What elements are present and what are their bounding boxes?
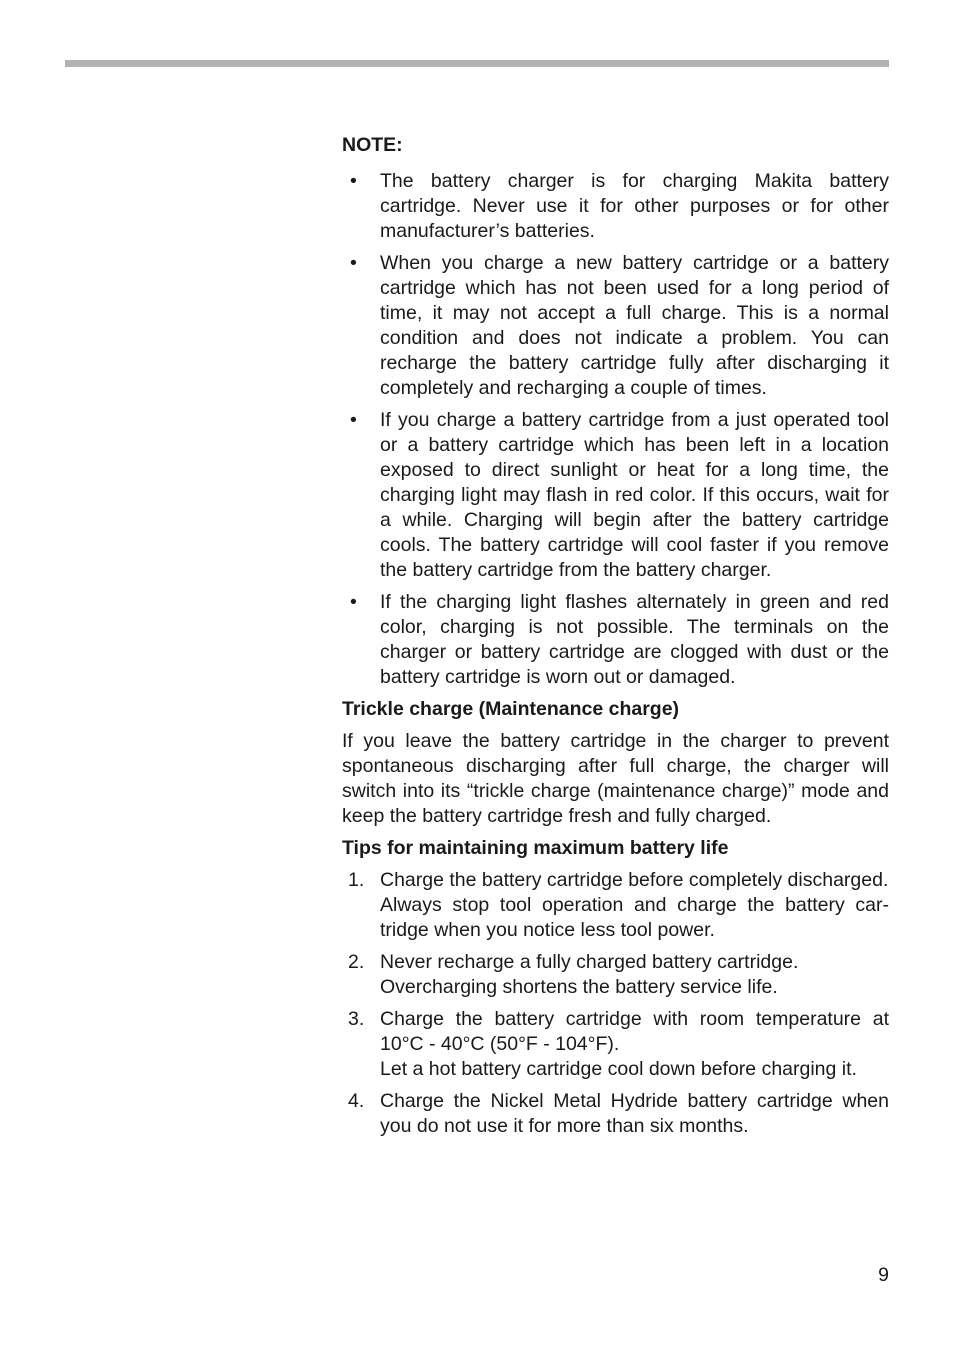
tip-number: 2. — [348, 951, 365, 973]
tip-item — [342, 1007, 889, 1082]
tip-subtext: Overcharging shortens the battery service life. — [380, 976, 778, 998]
tip-subtext: Let a hot battery cartridge cool down before charging it. — [380, 1058, 857, 1080]
tip-text: Charge the battery cartridge before completely discharged. — [380, 869, 889, 891]
page-content — [342, 133, 889, 1146]
bullet-icon: • — [350, 409, 357, 431]
note-item-text: When you charge a new battery cartridge or a battery cartridge which has not been used for a long period of time, it may not accept a full charge. This is a normal condition and does not indicate a problem. You can recharge the battery cartridge fully after discharging it completely and recharging a couple of times. — [380, 252, 889, 399]
tip-item — [342, 950, 889, 1000]
note-item — [342, 169, 889, 244]
note-item-text: If the charging light flashes alternately in green and red color, charging is not possible. The terminals on the charger or battery cartridge are clogged with dust or the battery cartridge is worn out or damaged. — [380, 591, 889, 688]
tip-text: Charge the battery cartridge with room temperature at 10°C - 40°C (50°F - 104°F). — [380, 1008, 889, 1055]
tip-number: 1. — [348, 869, 365, 891]
note-item — [342, 251, 889, 401]
trickle-charge-heading: Trickle charge (Maintenance charge) — [342, 698, 680, 720]
tip-number: 3. — [348, 1008, 365, 1030]
note-item-text: If you charge a battery cartridge from a just operated tool or a battery cartridge which has been left in a location exposed to direct sunlight or heat for a long time, the charging light may flash in red color. If this occurs, wait for a while. Charging will begin after the battery cartridge cools. The battery cartridge will cool faster if you remove the battery cartridge from the battery charger. — [380, 409, 889, 581]
bullet-icon: • — [350, 170, 357, 192]
note-item-text: The battery charger is for charging Makita battery cartridge. Never use it for other purposes or for other manufacturer’s batteries. — [380, 170, 889, 242]
page-number: 9 — [878, 1264, 889, 1286]
tips-heading: Tips for maintaining maximum battery life — [342, 837, 729, 859]
bullet-icon: • — [350, 252, 357, 274]
tip-number: 4. — [348, 1090, 365, 1112]
tip-text: Charge the Nickel Metal Hydride battery cartridge when you do not use it for more than six months. — [380, 1090, 889, 1137]
tip-subtext: Always stop tool operation and charge the battery cartridge when you notice less tool power. — [380, 894, 889, 941]
note-item — [342, 408, 889, 583]
top-rule — [65, 60, 889, 67]
bullet-icon: • — [350, 591, 357, 613]
tip-item — [342, 1089, 889, 1139]
note-heading: NOTE: — [342, 134, 403, 156]
tip-text: Never recharge a fully charged battery cartridge. — [380, 951, 799, 973]
note-item — [342, 590, 889, 690]
trickle-charge-text: If you leave the battery cartridge in the charger to prevent spontaneous discharging after full charge, the charger will switch into its “trickle charge (maintenance charge)” mode and keep the battery cartridge fresh and fully charged. — [342, 730, 889, 827]
tip-item — [342, 868, 889, 943]
